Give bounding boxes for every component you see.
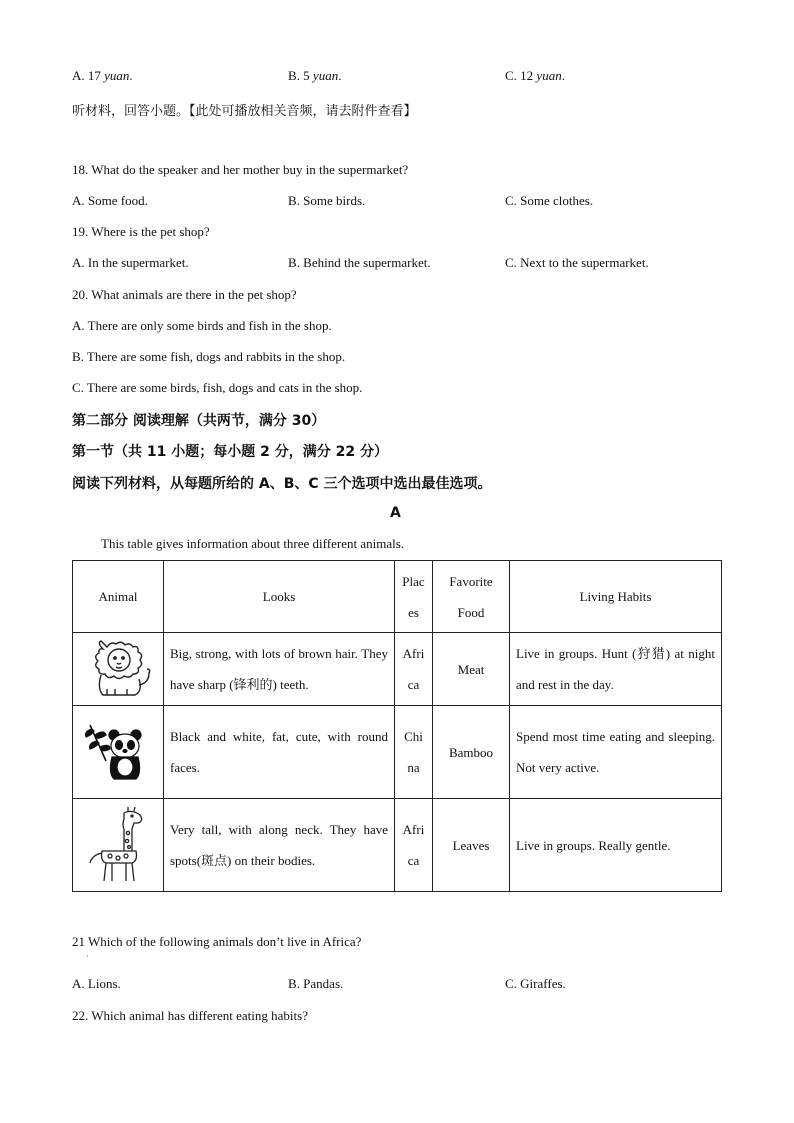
q19-option-b: B. Behind the supermarket. (288, 255, 431, 270)
panda-cell (73, 706, 164, 799)
q19-option-a: A. In the supermarket. (72, 255, 189, 270)
q20-option-c: C. There are some birds, fish, dogs and cats in the shop. (72, 380, 363, 395)
lion-cell (73, 633, 164, 706)
animal-info-table (72, 560, 722, 892)
q20-question: 20. What animals are there in the pet shop? (72, 287, 297, 302)
header-looks: Looks (164, 561, 395, 633)
q17-option-b: B. 5 yuan. (288, 68, 342, 83)
header-favorite-food: Favorite Food (433, 561, 510, 633)
q21-option-c: C. Giraffes. (505, 976, 566, 991)
lion-icon (79, 639, 157, 699)
q19-question: 19. Where is the pet shop? (72, 224, 210, 239)
table-row (73, 706, 722, 799)
section1-title: 第一节（共 11 小题；每小题 2 分，满分 22 分） (72, 444, 388, 460)
panda-food: Bamboo (433, 706, 510, 799)
panda-place: China (395, 706, 433, 799)
q20-option-b: B. There are some fish, dogs and rabbits in the shop. (72, 349, 346, 364)
giraffe-looks: Very tall, with along neck. They have spots(斑点) on their bodies. (164, 799, 395, 892)
part2-title: 第二部分 阅读理解（共两节，满分 30） (72, 413, 326, 429)
table-row (73, 633, 722, 706)
q19-option-c: C. Next to the supermarket. (505, 255, 649, 270)
header-animal: Animal (73, 561, 164, 633)
q21-option-b: B. Pandas. (288, 976, 344, 991)
lion-food: Meat (433, 633, 510, 706)
giraffe-food: Leaves (433, 799, 510, 892)
q21-question: 21 Which of the following animals don’t live in Africa? (72, 934, 362, 949)
lion-looks: Big, strong, with lots of brown hair. They have sharp (锋利的) teeth. (164, 633, 395, 706)
reading-instruction: 阅读下列材料，从每题所给的 A、B、C 三个选项中选出最佳选项。 (72, 476, 492, 492)
giraffe-place: Africa (395, 799, 433, 892)
q18-question: 18. What do the speaker and her mother buy in the supermarket? (72, 162, 409, 177)
q18-option-b: B. Some birds. (288, 193, 366, 208)
panda-habits: Spend most time eating and sleeping. Not very active. (510, 706, 722, 799)
header-living-habits: Living Habits (510, 561, 722, 633)
stray-dot: · (86, 952, 89, 961)
listen-instruction: 听材料，回答小题。【此处可播放相关音频，请去附件查看】 (72, 104, 417, 119)
q17-option-a: A. 17 yuan. (72, 68, 133, 83)
table-header-row (73, 561, 722, 633)
q17-option-c: C. 12 yuan. (505, 68, 565, 83)
q18-option-a: A. Some food. (72, 193, 148, 208)
panda-icon (79, 721, 157, 783)
lion-place: Africa (395, 633, 433, 706)
passage-intro: This table gives information about three different animals. (101, 536, 405, 551)
q20-option-a: A. There are only some birds and fish in the shop. (72, 318, 332, 333)
panda-looks: Black and white, fat, cute, with round faces. (164, 706, 395, 799)
q21-option-a: A. Lions. (72, 976, 121, 991)
lion-habits: Live in groups. Hunt (狩猎) at night and rest in the day. (510, 633, 722, 706)
header-places: Places (395, 561, 433, 633)
giraffe-icon (79, 805, 157, 885)
giraffe-habits: Live in groups. Really gentle. (510, 799, 722, 892)
q22-question: 22. Which animal has different eating habits? (72, 1008, 308, 1023)
passage-label: A (390, 505, 401, 521)
giraffe-cell (73, 799, 164, 892)
table-row (73, 799, 722, 892)
q18-option-c: C. Some clothes. (505, 193, 594, 208)
